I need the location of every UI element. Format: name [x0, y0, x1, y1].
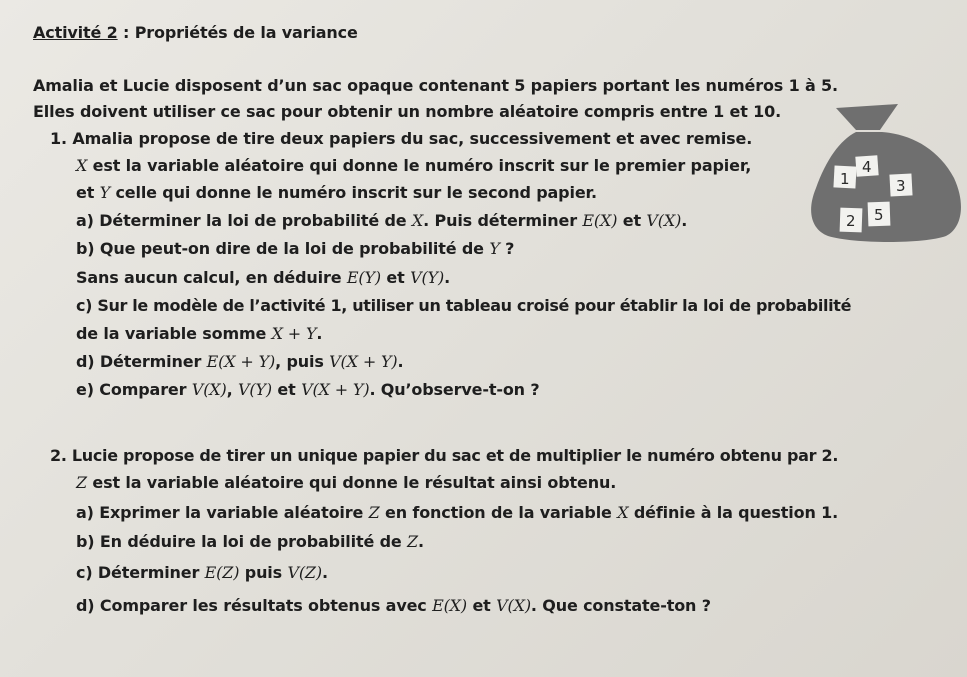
q2-a-mid: en fonction de la variable: [379, 503, 618, 522]
activity-title: [33, 23, 358, 43]
intro-line-2: Elles doivent utiliser ce sac pour obtenir un nombre aléatoire compris entre 1 et 10.: [33, 102, 782, 121]
q1-d-mid: , puis: [275, 352, 330, 371]
q2-a: [76, 503, 838, 523]
q1-b2-and: et: [381, 268, 411, 287]
q2-d-end: . Que constate-ton ?: [530, 596, 711, 615]
q1-d: [76, 352, 403, 372]
q2-line-2: [76, 473, 616, 493]
variance-sum: V(X + Y): [301, 380, 370, 399]
q1-a: [76, 211, 687, 231]
var-z: Z: [368, 503, 380, 522]
q1-b-2: [76, 268, 450, 288]
q1-c-2: [76, 324, 322, 344]
paper-4: [855, 155, 878, 176]
variance-z: V(Z): [287, 563, 322, 582]
expectation-x: E(X): [432, 596, 468, 615]
expectation-sum: E(X + Y): [206, 352, 276, 371]
var-z: Z: [407, 532, 418, 551]
q1-a-and: et: [617, 211, 647, 230]
expectation-z: E(Z): [204, 563, 240, 582]
paper-label-4: 4: [862, 158, 872, 176]
var-y: Y: [489, 239, 500, 258]
q2-line-2-text: est la variable aléatoire qui donne le résultat ainsi obtenu.: [86, 473, 617, 492]
q2-c-text: c) Déterminer: [76, 563, 205, 582]
q2-c-end: .: [322, 563, 328, 582]
q1-e-text: e) Comparer: [76, 380, 192, 399]
bag-illustration: [806, 104, 966, 246]
q1-line-3-b: celle qui donne le numéro inscrit sur le second papier.: [110, 183, 597, 202]
q1-a-text: a) Déterminer la loi de probabilité de: [76, 211, 412, 230]
paper-1: [833, 165, 856, 188]
q1-c: c) Sur le modèle de l’activité 1, utiliser un tableau croisé pour établir la loi de probabilité: [76, 296, 852, 315]
q2-b-text: b) En déduire la loi de probabilité de: [76, 532, 408, 551]
q2-a-text: a) Exprimer la variable aléatoire: [76, 503, 369, 522]
q1-b2-end: .: [444, 268, 451, 287]
q1-b-text: b) Que peut-on dire de la loi de probabilité de: [76, 239, 490, 258]
bag-knot: [836, 104, 898, 130]
q1-e-comma: ,: [226, 380, 238, 399]
q2-a-end: définie à la question 1.: [628, 503, 839, 522]
q2-d: [76, 596, 711, 616]
q2-d-text: d) Comparer les résultats obtenus avec: [76, 596, 433, 615]
q1-b-end: ?: [499, 239, 515, 258]
q2-b: [76, 532, 424, 552]
variance-x: V(X): [496, 596, 531, 615]
q1-line-2: [76, 156, 751, 176]
q1-b2-text: Sans aucun calcul, en déduire: [76, 268, 347, 287]
expectation-x: E(X): [582, 211, 618, 230]
q1-e-and: et: [272, 380, 302, 399]
q1-line-2-text: est la variable aléatoire qui donne le numéro inscrit sur le premier papier,: [87, 156, 752, 175]
intro-line-1: Amalia et Lucie disposent d’un sac opaque contenant 5 papiers portant les numéros 1 à 5.: [33, 76, 838, 95]
bag-icon: [806, 104, 966, 246]
variance-y: V(Y): [238, 380, 273, 399]
q2-c-mid: puis: [239, 563, 288, 582]
paper-label-5: 5: [874, 206, 884, 224]
q1-a-end: .: [681, 211, 688, 230]
variance-x: V(X): [191, 380, 227, 399]
paper-label-3: 3: [896, 177, 906, 195]
q2-b-end: .: [418, 532, 424, 551]
q1-e: [76, 380, 539, 400]
paper-2: [840, 208, 863, 233]
q1-c2-end: .: [316, 324, 323, 343]
q1-a-mid: . Puis déterminer: [423, 211, 583, 230]
q1-b: [76, 239, 514, 259]
activity-title-rest: : Propriétés de la variance: [117, 23, 358, 42]
activity-title-label: Activité 2: [33, 23, 118, 42]
paper-5: [868, 202, 891, 227]
paper-label-1: 1: [840, 170, 850, 188]
paper-3: [889, 173, 912, 196]
q2-c: [76, 563, 328, 583]
q1-line-3: [76, 183, 597, 203]
variance-x: V(X): [646, 211, 682, 230]
var-y: Y: [99, 183, 111, 202]
q1-d-text: d) Déterminer: [76, 352, 207, 371]
q1-line-1: 1. Amalia propose de tire deux papiers du sac, successivement et avec remise.: [50, 129, 753, 148]
sum-xy: X + Y: [271, 324, 317, 343]
var-x: X: [617, 503, 629, 522]
q1-d-end: .: [397, 352, 404, 371]
var-z: Z: [76, 473, 87, 492]
var-x: X: [76, 156, 88, 175]
var-x: X: [411, 211, 424, 230]
variance-y: V(Y): [410, 268, 445, 287]
q1-e-end: . Qu’observe-t-on ?: [369, 380, 540, 399]
q2-line-1: 2. Lucie propose de tirer un unique papier du sac et de multiplier le numéro obtenu par 2.: [50, 446, 839, 465]
paper-label-2: 2: [846, 212, 856, 230]
variance-sum: V(X + Y): [329, 352, 398, 371]
expectation-y: E(Y): [346, 268, 382, 287]
q2-d-and: et: [467, 596, 497, 615]
q1-c2-text: de la variable somme: [76, 324, 272, 343]
q1-line-3-a: et: [76, 183, 100, 202]
